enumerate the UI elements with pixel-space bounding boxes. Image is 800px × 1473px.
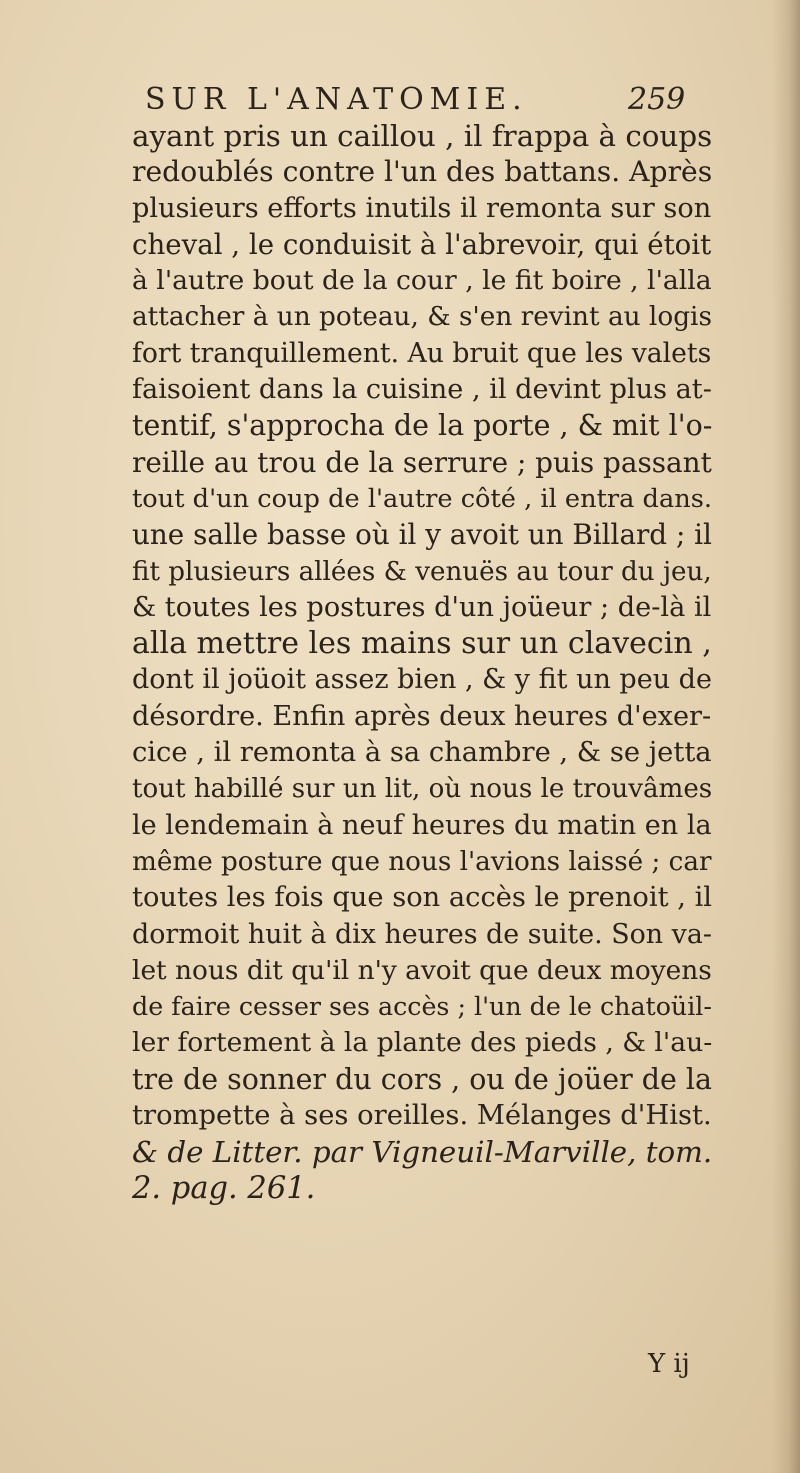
running-head: SUR L'ANATOMIE.	[145, 82, 528, 117]
text-line: même posture que nous l'avions laissé ; car	[132, 846, 712, 877]
text-line: dormoit huit à dix heures de suite. Son va-	[132, 918, 712, 950]
page-number: 259	[628, 82, 686, 117]
text-line: fort tranquillement. Au bruit que les valets	[132, 337, 712, 369]
text-line: une salle basse où il y avoit un Billard ; il	[132, 518, 712, 552]
text-line: toutes les fois que son accès le prenoit , il	[132, 882, 713, 914]
text-line: à l'autre bout de la cour , le fit boire , l'alla	[132, 265, 712, 297]
text-line: cice , il remonta à sa chambre , & se jetta	[132, 737, 712, 769]
text-line: reille au trou de la serrure ; puis passant	[132, 445, 712, 479]
text-line: dont il joüoit assez bien , & y fit un peu de	[132, 664, 712, 696]
text-line: ayant pris un caillou , il frappa à coups	[132, 119, 713, 153]
signature-mark: Y ij	[648, 1349, 690, 1379]
text-line: redoublés contre l'un des battans. Après	[132, 155, 713, 189]
text-line: attacher à un poteau, & s'en revint au logis	[132, 302, 712, 333]
text-line: faisoient dans la cuisine , il devint plus at-	[132, 374, 712, 406]
text-line: fit plusieurs allées & venuës au tour du jeu,	[132, 556, 712, 587]
text-line: tout d'un coup de l'autre côté , il entra dans.	[132, 483, 713, 514]
text-line: tre de sonner du cors , ou de joüer de la	[132, 1062, 713, 1096]
page-edge-shadow	[772, 0, 800, 1473]
text-line: cheval , le conduisit à l'abrevoir, qui étoit	[132, 227, 712, 261]
text-line: let nous dit qu'il n'y avoit que deux moyens	[132, 954, 712, 986]
text-line: tout habillé sur un lit, où nous le trouvâmes	[132, 774, 713, 805]
text-line: ler fortement à la plante des pieds , & l'au-	[132, 1027, 713, 1059]
citation-line: & de Litter. par Vigneuil-Marville, tom.	[132, 1135, 713, 1170]
citation-line: 2. pag. 261.	[132, 1170, 316, 1206]
body-text	[132, 118, 712, 1207]
page-header	[0, 82, 800, 122]
text-line: plusieurs efforts inutils il remonta sur son	[132, 192, 712, 224]
text-line: désordre. Enfin après deux heures d'exer-	[132, 700, 712, 732]
text-line: alla mettre les mains sur un clavecin ,	[132, 626, 712, 662]
text-line: & toutes les postures d'un joüeur ; de-là il	[132, 591, 712, 623]
text-line: trompette à ses oreilles. Mélanges d'Hist.	[132, 1100, 712, 1132]
text-line: tentif, s'approcha de la porte , & mit l'o-	[132, 409, 713, 443]
text-line: de faire cesser ses accès ; l'un de le chatoüil-	[132, 992, 712, 1022]
text-line: le lendemain à neuf heures du matin en la	[132, 809, 712, 841]
